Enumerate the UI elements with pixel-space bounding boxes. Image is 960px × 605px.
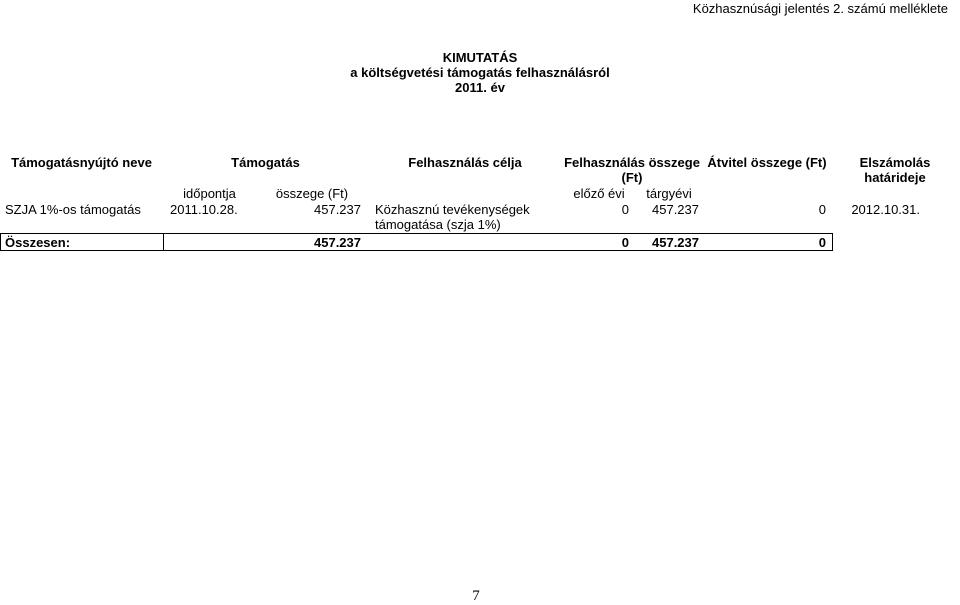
header-provider: Támogatásnyújtó neve <box>11 155 152 170</box>
total-row-right-border <box>832 233 833 251</box>
total-row-top-border <box>0 233 833 234</box>
subheader-date: időpontja <box>183 186 236 201</box>
total-row-divider <box>163 233 164 251</box>
title-block <box>0 50 960 95</box>
document-year: 2011. év <box>455 80 505 95</box>
row-date: 2011.10.28. <box>170 202 238 217</box>
subheader-previous-year: előző évi <box>573 186 625 201</box>
header-deadline-line2: határideje <box>864 170 926 185</box>
row-amount: 457.237 <box>314 202 361 217</box>
header-grant: Támogatás <box>231 155 300 170</box>
header-usage-total-line2: (Ft) <box>621 170 643 185</box>
header-deadline-line1: Elszámolás <box>859 155 931 170</box>
row-purpose <box>375 202 530 232</box>
total-row-bottom-border <box>0 250 833 251</box>
row-purpose-line1: Közhasznú tevékenységek <box>375 202 530 217</box>
total-current-year: 457.237 <box>652 235 699 250</box>
header-deadline <box>832 155 958 185</box>
total-row-left-border <box>0 233 1 251</box>
total-previous-year: 0 <box>621 235 629 250</box>
header-transfer: Átvitel összege (Ft) <box>707 155 827 170</box>
row-current-year: 457.237 <box>652 202 699 217</box>
annex-note: Közhasznúsági jelentés 2. számú melléklete <box>692 1 948 16</box>
document-title: KIMUTATÁS <box>442 50 518 65</box>
header-usage-total-line1: Felhasználás összege <box>564 155 700 170</box>
header-purpose: Felhasználás célja <box>408 155 522 170</box>
row-previous-year: 0 <box>621 202 629 217</box>
subheader-current-year: tárgyévi <box>646 186 692 201</box>
row-transfer: 0 <box>818 202 826 217</box>
page-number: 7 <box>472 588 480 604</box>
total-transfer: 0 <box>818 235 826 250</box>
subheader-amount: összege (Ft) <box>275 186 349 201</box>
row-deadline: 2012.10.31. <box>851 202 920 217</box>
header-usage-total <box>562 155 702 185</box>
total-amount: 457.237 <box>314 235 361 250</box>
row-purpose-line2: támogatása (szja 1%) <box>375 217 501 232</box>
document-subtitle: a költségvetési támogatás felhasználásról <box>350 65 610 80</box>
total-label: Összesen: <box>5 235 71 250</box>
row-provider: SZJA 1%-os támogatás <box>5 202 141 217</box>
